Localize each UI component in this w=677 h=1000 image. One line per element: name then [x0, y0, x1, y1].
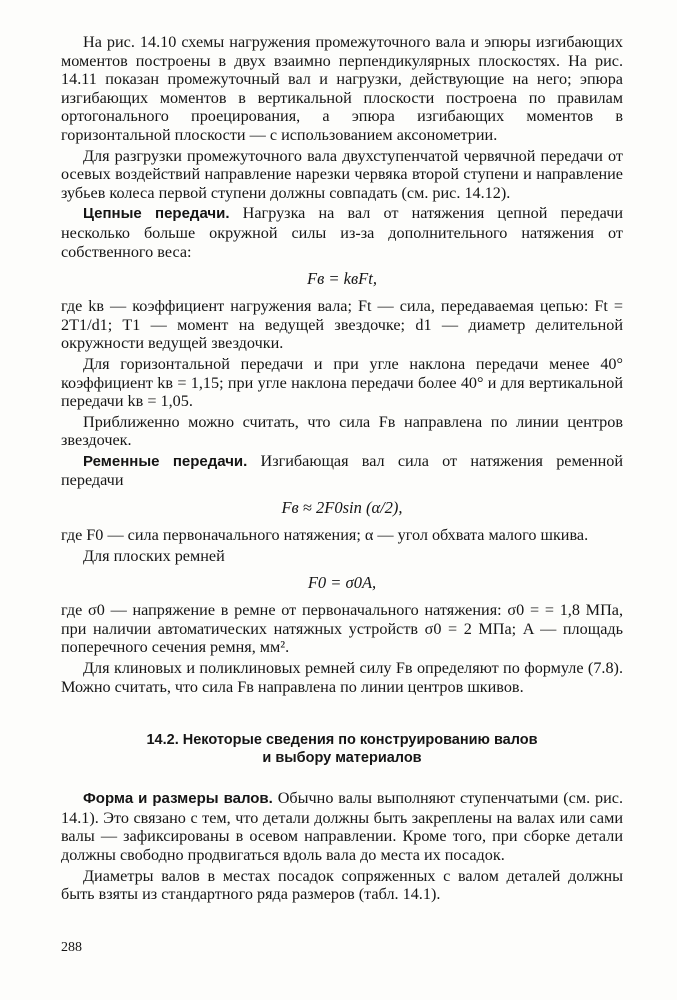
paragraph-text: Нагрузка на вал от натяжения цепной передачи несколько больше окружной силы из-за дополнительного натяжения от собственного веса: — [61, 204, 624, 261]
paragraph: На рис. 14.10 схемы нагружения промежуточного вала и эпюры изгибающих моментов построены в двух взаимно перпендикулярных плоскостях. На рис. 14.11 показан промежуточный вал и нагрузки, действующие на него; эпюра изгибающих моментов в вертикальной плоскости построена по правилам ортогонального проецирования, а эпюра изгибающих моментов в горизонтальной плоскости — с использованием аксонометрии. — [61, 33, 623, 144]
paragraph: Приближенно можно считать, что сила Fв направлена по линии центров звездочек. — [61, 412, 623, 450]
paragraph: Для горизонтальной передачи и при угле наклона передачи менее 40° коэффициент kв = 1,15; при угле наклона передачи более 40° и для вертикальной передачи kв = 1,05. — [61, 354, 623, 411]
run-in-heading: Ременные передачи. — [83, 452, 248, 470]
paragraph: Диаметры валов в местах посадок сопряженных с валом деталей должны быть взяты из стандартного ряда размеров (табл. 14.1). — [61, 866, 623, 904]
formula: Fв = kвFt, — [307, 269, 377, 289]
paragraph-text: Обычно валы выполняют ступенчатыми (см. рис. 14.1). Это связано с тем, что детали должны быть закреплены на валах или сами валы — зафиксированы в осевом направлении. Кроме того, при сборке детали должны свободно продвигаться вдоль вала до места их посадок. — [61, 789, 623, 864]
run-in-heading: Форма и размеры валов. — [83, 790, 273, 808]
section-heading-line: и выбору материалов — [262, 749, 422, 766]
paragraph — [61, 452, 623, 490]
run-in-heading: Цепные передачи. — [83, 205, 230, 223]
formula: F0 = σ0A, — [307, 573, 377, 593]
page-body — [61, 33, 623, 904]
formula: Fв ≈ 2F0sin (α/2), — [281, 498, 403, 518]
section-heading — [61, 732, 623, 767]
paragraph: где F0 — сила первоначального натяжения; α — угол обхвата малого шкива. — [61, 526, 589, 545]
section-heading-line: 14.2. Некоторые сведения по конструированию валов — [146, 732, 538, 749]
paragraph — [61, 789, 623, 864]
paragraph: где kв — коэффициент нагружения вала; Ft — сила, передаваемая цепью: Ft = 2T1/d1; T1 — момент на ведущей звездочке; d1 — диаметр делительной окружности ведущей звездочки. — [61, 297, 623, 353]
paragraph-text: Изгибающая вал сила от натяжения ременной передачи — [61, 451, 623, 490]
paragraph: Для плоских ремней — [83, 546, 225, 565]
paragraph: где σ0 — напряжение в ремне от первоначального натяжения: σ0 = = 1,8 МПа, при наличии автоматических натяжных устройств σ0 = 2 МПа; A — площадь поперечного сечения ремня, мм². — [61, 601, 623, 657]
paragraph: Для разгрузки промежуточного вала двухступенчатой червячной передачи от осевых воздействий направление нарезки червяка второй ступени и направление зубьев колеса первой ступени должны совпадать (см. рис. 14.12). — [61, 146, 623, 202]
paragraph: Для клиновых и поликлиновых ремней силу Fв определяют по формуле (7.8). Можно считать, что сила Fв направлена по линии центров шкивов. — [61, 659, 623, 696]
page-number: 288 — [61, 940, 82, 955]
paragraph — [61, 204, 623, 261]
